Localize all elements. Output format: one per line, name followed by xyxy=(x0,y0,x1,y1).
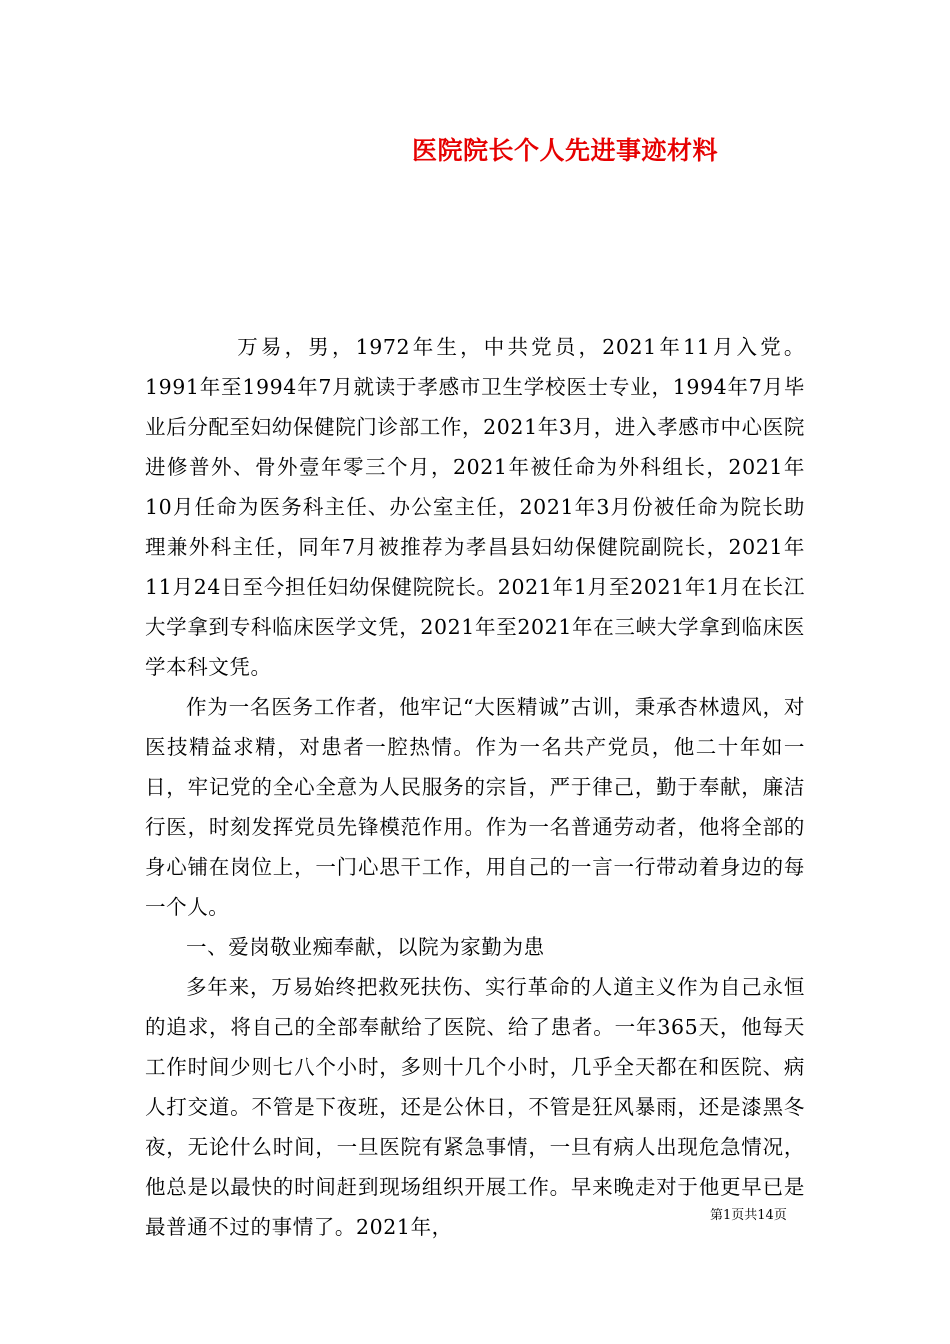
paragraph-overview: 作为一名医务工作者，他牢记“大医精诚”古训，秉承杏林遗风，对医技精益求精，对患者一腔热情。作为一名共产党员，他二十年如一日，牢记党的全心全意为人民服务的宗旨，严于律己，勤于奉献，廉洁行医，时刻发挥党员先锋模范作用。作为一名普通劳动者，他将全部的身心铺在岗位上，一门心思干工作，用自己的一言一行带动着身边的每一个人。 xyxy=(145,695,805,919)
section-heading: 一、爱岗敬业痴奉献，以院为家勤为患 xyxy=(186,935,545,959)
paragraph-biography: 万易，男，1972年生，中共党员，2021年11月入党。1991年至1994年7月就读于孝感市卫生学校医士专业，1994年7月毕业后分配至妇幼保健院门诊部工作，2021年3月，进入孝感市中心医院进修普外、骨外壹年零三个月，2021年被任命为外科组长，2021年10月任命为医务科主任、办公室主任，2021年3月份被任命为院长助理兼外科主任，同年7月被推荐为孝昌县妇幼保健院副院长，2021年11月24日至今担任妇幼保健院院长。2021年1月至2021年1月在长江大学拿到专科临床医学文凭，2021年至2021年在三峡大学拿到临床医学本科文凭。 xyxy=(145,335,805,679)
document-title: 医院院长个人先进事迹材料 xyxy=(411,136,718,165)
document-body xyxy=(145,327,805,1247)
page-number: 第1页共14页 xyxy=(710,1208,787,1223)
paragraph-dedication: 多年来，万易始终把救死扶伤、实行革命的人道主义作为自己永恒的追求，将自己的全部奉献给了医院、给了患者。一年365天，他每天工作时间少则七八个小时，多则十几个小时，几乎全天都在和医院、病人打交道。不管是下夜班，还是公休日，不管是狂风暴雨，还是漆黑冬夜，无论什么时间，一旦医院有紧急事情，一旦有病人出现危急情况，他总是以最快的时间赶到现场组织开展工作。早来晚走对于他更早已是最普通不过的事情了。2021年， xyxy=(145,975,805,1239)
